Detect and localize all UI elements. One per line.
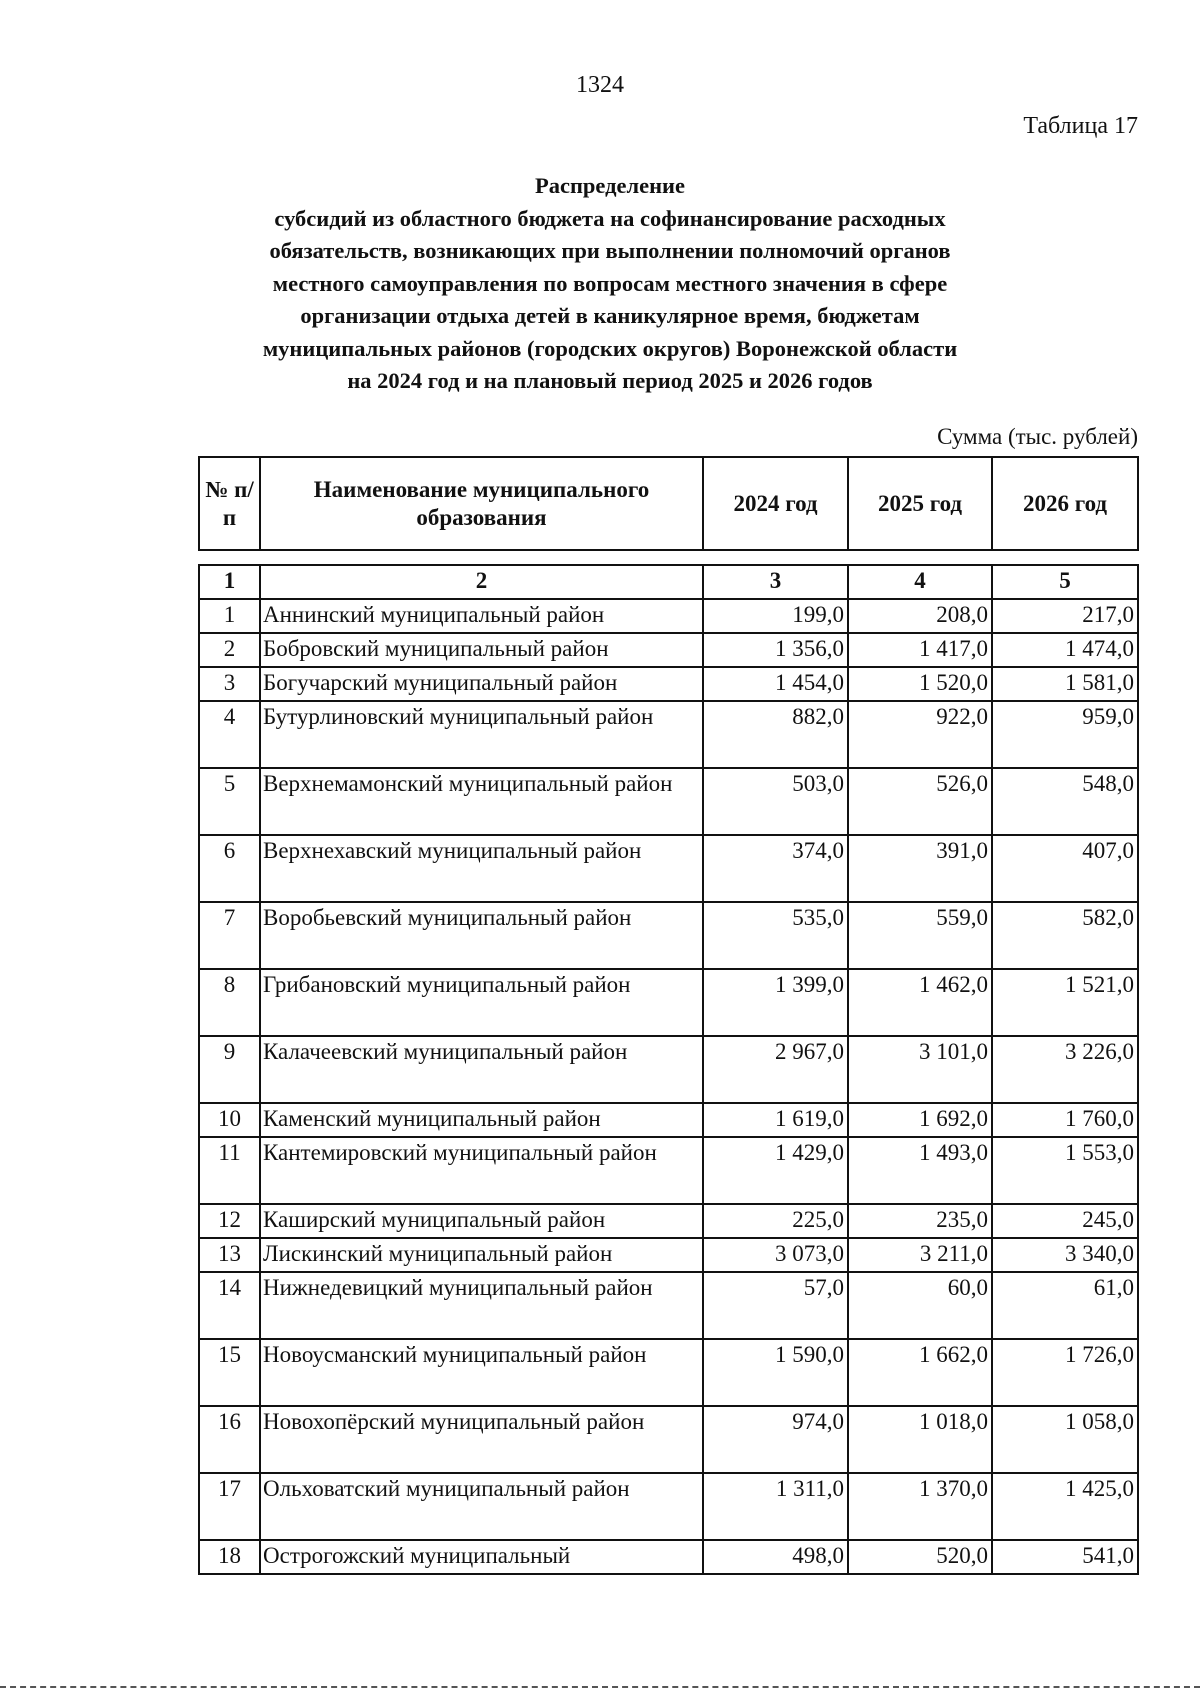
amount-2026: 1 726,0 [992,1339,1138,1406]
table-row [199,768,1138,835]
amount-2024: 374,0 [703,835,848,902]
amount-2024: 503,0 [703,768,848,835]
table-row [199,1137,1138,1204]
municipality-name: Богучарский муниципальный район [260,667,703,701]
municipality-name: Бутурлиновский муниципальный район [260,701,703,768]
table-label: Таблица 17 [1023,113,1138,139]
amount-2025: 1 417,0 [848,633,992,667]
amount-2024: 498,0 [703,1540,848,1574]
amount-2024: 882,0 [703,701,848,768]
row-number: 9 [199,1036,260,1103]
municipality-name: Воробьевский муниципальный район [260,902,703,969]
amount-2024: 225,0 [703,1204,848,1238]
document-title [150,170,1070,398]
title-line: субсидий из областного бюджета на софинансирование расходных [274,205,946,231]
row-number: 2 [199,633,260,667]
row-number: 16 [199,1406,260,1473]
header-2024: 2024 год [703,457,848,550]
amount-2024: 57,0 [703,1272,848,1339]
table-row [199,1473,1138,1540]
municipality-name: Верхнехавский муниципальный район [260,835,703,902]
municipality-name: Лискинский муниципальный район [260,1238,703,1272]
amount-2026: 548,0 [992,768,1138,835]
municipality-name: Бобровский муниципальный район [260,633,703,667]
table-row [199,1103,1138,1137]
municipality-name: Нижнедевицкий муниципальный район [260,1272,703,1339]
amount-2024: 535,0 [703,902,848,969]
amount-2026: 1 581,0 [992,667,1138,701]
amount-2025: 235,0 [848,1204,992,1238]
amount-2024: 1 590,0 [703,1339,848,1406]
amount-2024: 1 399,0 [703,969,848,1036]
table-row [199,1238,1138,1272]
amount-2025: 208,0 [848,599,992,633]
table-row [199,1204,1138,1238]
amount-2025: 520,0 [848,1540,992,1574]
amount-2024: 3 073,0 [703,1238,848,1272]
municipality-name: Кантемировский муниципальный район [260,1137,703,1204]
amount-2024: 974,0 [703,1406,848,1473]
amount-2026: 407,0 [992,835,1138,902]
table-header [198,456,1139,551]
row-number: 5 [199,768,260,835]
amount-2025: 526,0 [848,768,992,835]
amount-2025: 922,0 [848,701,992,768]
amount-2025: 1 493,0 [848,1137,992,1204]
amount-2024: 1 311,0 [703,1473,848,1540]
title-line: муниципальных районов (городских округов) Воронежской области [262,335,958,361]
page-bottom-rule [0,1686,1200,1688]
column-number: 1 [199,565,260,599]
amount-2026: 3 226,0 [992,1036,1138,1103]
amount-2026: 1 760,0 [992,1103,1138,1137]
amount-2026: 1 474,0 [992,633,1138,667]
page-number: 1324 [576,72,624,98]
column-number: 5 [992,565,1138,599]
amount-2025: 3 101,0 [848,1036,992,1103]
table-row [199,969,1138,1036]
table-row [199,1540,1138,1574]
amount-2026: 61,0 [992,1272,1138,1339]
table-row [199,1036,1138,1103]
amount-2026: 582,0 [992,902,1138,969]
municipality-name: Каменский муниципальный район [260,1103,703,1137]
header-2026: 2026 год [992,457,1138,550]
amount-2025: 559,0 [848,902,992,969]
row-number: 4 [199,701,260,768]
column-numbers-row [199,565,1138,599]
amount-2025: 1 520,0 [848,667,992,701]
table-row [199,1272,1138,1339]
amount-2025: 1 018,0 [848,1406,992,1473]
amount-2025: 1 370,0 [848,1473,992,1540]
amount-2024: 1 429,0 [703,1137,848,1204]
municipality-name: Новохопёрский муниципальный район [260,1406,703,1473]
municipality-name: Новоусманский муниципальный район [260,1339,703,1406]
amount-2026: 3 340,0 [992,1238,1138,1272]
amount-2025: 60,0 [848,1272,992,1339]
amount-2025: 391,0 [848,835,992,902]
row-number: 11 [199,1137,260,1204]
header-2025: 2025 год [848,457,992,550]
title-line: на 2024 год и на плановый период 2025 и 2026 годов [347,368,873,393]
table-row [199,1339,1138,1406]
municipality-name: Острогожский муниципальный [260,1540,703,1574]
municipality-name: Ольховатский муниципальный район [260,1473,703,1540]
units-label: Сумма (тыс. рублей) [937,424,1138,449]
title-line: Распределение [534,173,686,198]
table-row [199,599,1138,633]
amount-2026: 217,0 [992,599,1138,633]
municipality-name: Калачеевский муниципальный район [260,1036,703,1103]
amount-2026: 1 425,0 [992,1473,1138,1540]
amount-2026: 959,0 [992,701,1138,768]
amount-2026: 1 553,0 [992,1137,1138,1204]
municipality-name: Каширский муниципальный район [260,1204,703,1238]
table-row [199,667,1138,701]
table-row [199,902,1138,969]
table-row [199,701,1138,768]
row-number: 18 [199,1540,260,1574]
row-number: 13 [199,1238,260,1272]
header-number: № п/п [199,457,260,550]
title-line: обязательств, возникающих при выполнении полномочий органов [269,238,951,263]
amount-2025: 1 662,0 [848,1339,992,1406]
amount-2024: 1 619,0 [703,1103,848,1137]
title-line: организации отдыха детей в каникулярное время, бюджетам [300,303,920,328]
table-row [199,1406,1138,1473]
row-number: 14 [199,1272,260,1339]
row-number: 1 [199,599,260,633]
row-number: 6 [199,835,260,902]
amount-2026: 1 058,0 [992,1406,1138,1473]
column-number: 3 [703,565,848,599]
amount-2024: 1 356,0 [703,633,848,667]
amount-2024: 2 967,0 [703,1036,848,1103]
title-line: местного самоуправления по вопросам местного значения в сфере [272,270,948,296]
amount-2026: 245,0 [992,1204,1138,1238]
row-number: 8 [199,969,260,1036]
table-row [199,835,1138,902]
municipality-name: Верхнемамонский муниципальный район [260,768,703,835]
row-number: 10 [199,1103,260,1137]
amount-2024: 199,0 [703,599,848,633]
amount-2024: 1 454,0 [703,667,848,701]
amount-2025: 3 211,0 [848,1238,992,1272]
amount-2026: 1 521,0 [992,969,1138,1036]
row-number: 12 [199,1204,260,1238]
column-number: 4 [848,565,992,599]
row-number: 15 [199,1339,260,1406]
amount-2025: 1 462,0 [848,969,992,1036]
row-number: 3 [199,667,260,701]
column-number: 2 [260,565,703,599]
amount-2026: 541,0 [992,1540,1138,1574]
data-table [198,564,1139,1575]
municipality-name: Аннинский муниципальный район [260,599,703,633]
amount-2025: 1 692,0 [848,1103,992,1137]
table-row [199,633,1138,667]
row-number: 17 [199,1473,260,1540]
header-name: Наименование муниципального образования [260,457,703,550]
municipality-name: Грибановский муниципальный район [260,969,703,1036]
row-number: 7 [199,902,260,969]
